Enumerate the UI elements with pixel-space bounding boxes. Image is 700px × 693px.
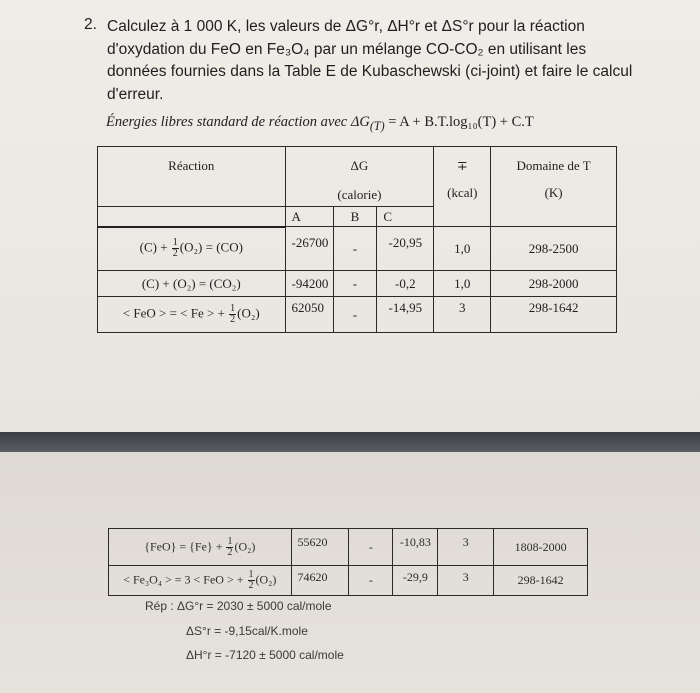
- header-domain-unit: (K): [491, 185, 617, 227]
- value-a: 55620: [291, 529, 349, 566]
- value-c: -10,83: [393, 529, 438, 566]
- page-divider: [0, 432, 700, 452]
- fraction-half: $\frac{1}{2}$: [248, 569, 254, 591]
- header-error-unit: (kcal): [434, 185, 491, 227]
- value-domain: 1808-2000: [494, 529, 588, 566]
- answer-delta-s: ΔS°r = -9,15cal/K.mole: [186, 624, 308, 638]
- value-domain: 298-1642: [494, 566, 588, 596]
- answer-delta-g: ΔG°r = 2030 ± 5000 cal/mole: [177, 599, 332, 613]
- answer-delta-h: ΔH°r = -7120 ± 5000 cal/mole: [186, 648, 344, 662]
- header-delta-g: ΔG: [285, 147, 434, 185]
- header-error: ∓: [434, 147, 491, 185]
- value-a: -94200: [285, 271, 333, 297]
- value-domain: 298-2000: [491, 271, 617, 297]
- reaction-cell: < Fe₃O₄ > = 3 < FeO > + $\frac{1}{2}$ (O₂): [109, 566, 292, 596]
- answer-label: Rép :: [145, 599, 174, 613]
- header-b: B: [333, 207, 377, 227]
- value-error: 3: [438, 529, 494, 566]
- question-line: d'erreur.: [107, 85, 164, 103]
- table-row: [98, 297, 617, 333]
- formula-text: Énergies libres standard de réaction avec ΔG: [106, 114, 370, 130]
- value-error: 3: [438, 566, 494, 596]
- value-a: 74620: [291, 566, 349, 596]
- reaction-cell: {FeO} = {Fe} + $\frac{1}{2}$ (O₂): [109, 529, 292, 566]
- value-b: -: [349, 529, 393, 566]
- header-domain: Domaine de T: [491, 147, 617, 185]
- header-c: C: [377, 207, 434, 227]
- question-text: [107, 16, 647, 106]
- value-a: 62050: [285, 297, 333, 333]
- value-b: -: [333, 271, 377, 297]
- value-c: -29,9: [393, 566, 438, 596]
- reaction-cell: < FeO > = < Fe > + $\frac{1}{2}$ (O₂): [98, 297, 286, 333]
- question-line: d'oxydation du FeO en Fe₃O₄ par un mélange CO-CO₂ en utilisant les: [107, 40, 587, 58]
- reaction-cell: (C) + (O₂) = (CO₂): [98, 271, 286, 297]
- value-b: -: [333, 297, 377, 333]
- answer-delta-g-line: [145, 599, 332, 613]
- fraction-half: $\frac{1}{2}$: [230, 303, 236, 325]
- header-a: A: [285, 207, 333, 227]
- question-line: Calculez à 1 000 K, les valeurs de ΔG°r, ΔH°r et ΔS°r pour la réaction: [107, 18, 585, 35]
- kubaschewski-table-continued: [108, 528, 588, 596]
- value-error: 1,0: [434, 227, 491, 271]
- value-a: -26700: [285, 227, 333, 271]
- value-error: 1,0: [434, 271, 491, 297]
- reaction-cell: (C) + $\frac{1}{2}$ (O₂) = (CO): [98, 227, 286, 271]
- value-c: -20,95: [377, 227, 434, 271]
- question-number: 2.: [84, 16, 97, 33]
- kubaschewski-table: [97, 146, 617, 333]
- header-delta-g-unit: (calorie): [285, 185, 434, 207]
- formula-line: [106, 114, 534, 134]
- value-c: -14,95: [377, 297, 434, 333]
- formula-sub: (T): [369, 118, 385, 133]
- header-reaction: Réaction: [98, 147, 286, 207]
- value-domain: 298-1642: [491, 297, 617, 333]
- table-row: [109, 566, 588, 596]
- value-c: -0,2: [377, 271, 434, 297]
- table-row: [98, 271, 617, 297]
- table-row: [109, 529, 588, 566]
- value-domain: 298-2500: [491, 227, 617, 271]
- table-row: [98, 227, 617, 271]
- formula-expression: = A + B.T.log₁₀(T) + C.T: [384, 114, 534, 130]
- fraction-half: $\frac{1}{2}$: [172, 237, 178, 260]
- value-error: 3: [434, 297, 491, 333]
- value-b: -: [349, 566, 393, 596]
- value-b: -: [333, 227, 377, 271]
- fraction-half: $\frac{1}{2}$: [227, 535, 233, 558]
- question-line: données fournies dans la Table E de Kubaschewski (ci-joint) et faire le calcul: [107, 63, 633, 80]
